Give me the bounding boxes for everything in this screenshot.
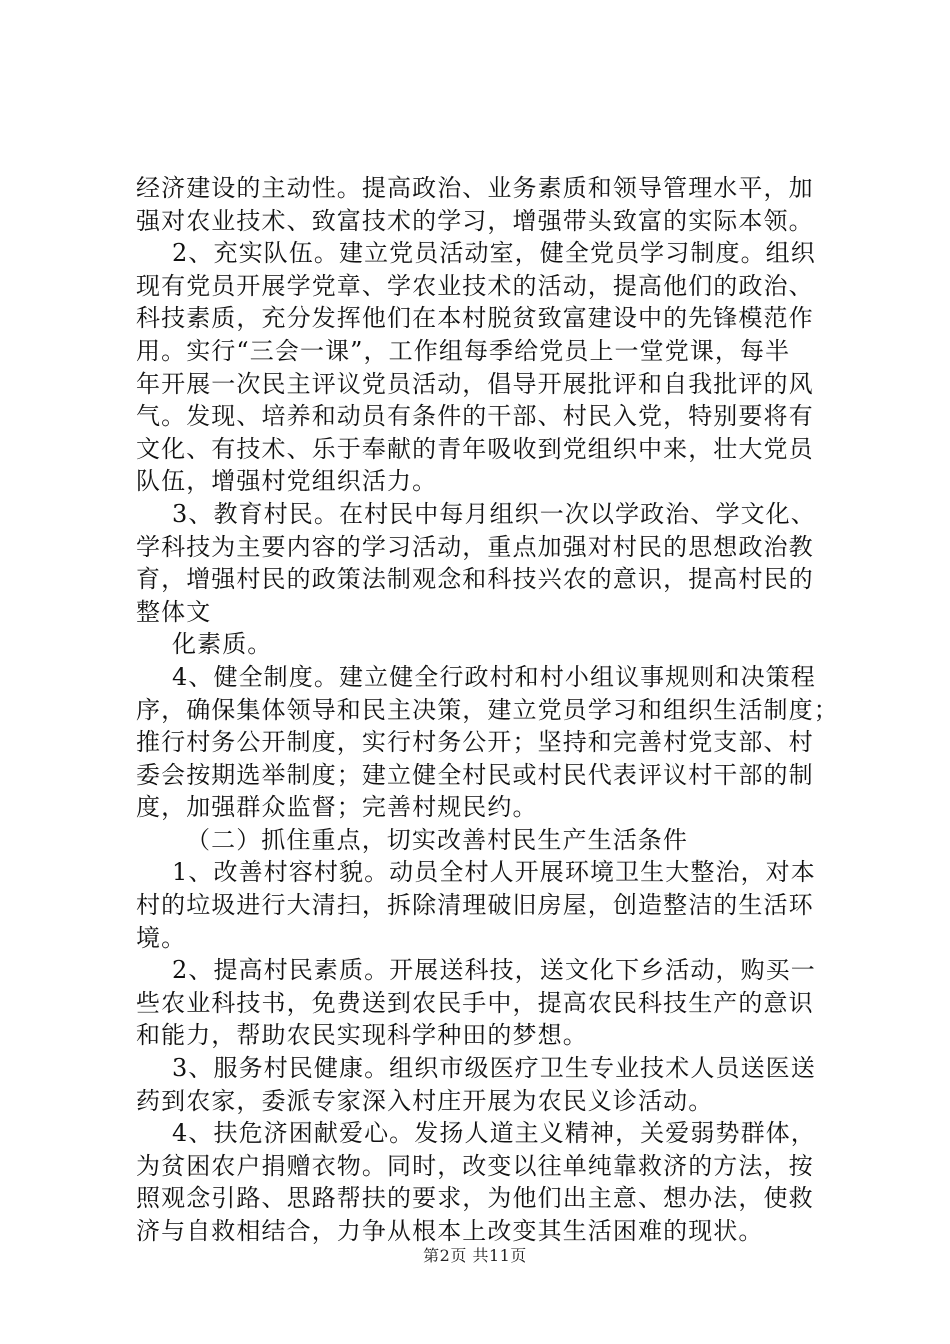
- text-line: 序，确保集体领导和民主决策，建立党员学习和组织生活制度；: [136, 695, 839, 724]
- text-line: 经济建设的主动性。提高政治、业务素质和领导管理水平，加: [136, 174, 814, 202]
- text-line: 药到农家，委派专家深入村庄开展为农民义诊活动。: [136, 1086, 714, 1115]
- text-line: 现有党员开展学党章、学农业技术的活动，提高他们的政治、: [136, 271, 814, 300]
- text-line: 整体文: [136, 597, 212, 626]
- text-line: 育，增强村民的政策法制观念和科技兴农的意识，提高村民的: [136, 565, 814, 594]
- text-line: 3、服务村民健康。组织市级医疗卫生专业技术人员送医送: [172, 1054, 816, 1083]
- text-line: 强对农业技术、致富技术的学习，增强带头致富的实际本领。: [136, 206, 814, 235]
- text-line: 气。发现、培养和动员有条件的干部、村民入党，特别要将有: [136, 402, 814, 431]
- text-line: 1、改善村容村貌。动员全村人开展环境卫生大整治，对本: [172, 858, 816, 887]
- text-line: 2、提高村民素质。开展送科技，送文化下乡活动，购买一: [172, 956, 816, 985]
- text-line: 学科技为主要内容的学习活动，重点加强对村民的思想政治教: [136, 532, 814, 561]
- text-line: 推行村务公开制度，实行村务公开；坚持和完善村党支部、村: [136, 728, 814, 757]
- text-line: 2、充实队伍。建立党员活动室，健全党员学习制度。组织: [172, 239, 816, 268]
- text-line: 照观念引路、思路帮扶的要求，为他们出主意、想办法，使救: [136, 1184, 814, 1213]
- text-line: 3、教育村民。在村民中每月组织一次以学政治、学文化、: [172, 499, 816, 528]
- text-line: 济与自救相结合，力争从根本上改变其生活困难的现状。: [136, 1217, 764, 1245]
- text-line: 为贫困农户捐赠衣物。同时，改变以往单纯靠救济的方法，按: [136, 1151, 814, 1180]
- page-number-footer: 第2页 共11页: [423, 1246, 527, 1265]
- text-line: 科技素质，充分发挥他们在本村脱贫致富建设中的先锋模范作: [136, 304, 814, 333]
- text-line: 村的垃圾进行大清扫，拆除清理破旧房屋，创造整洁的生活环: [136, 891, 814, 920]
- text-line: 些农业科技书，免费送到农民手中，提高农民科技生产的意识: [136, 988, 814, 1017]
- text-line: 4、扶危济困献爱心。发扬人道主义精神，关爱弱势群体，: [172, 1119, 816, 1148]
- text-line: 化素质。: [172, 630, 273, 659]
- text-line: 委会按期选举制度；建立健全村民或村民代表评议村干部的制: [136, 760, 814, 789]
- section-heading: （二）抓住重点，切实改善村民生产生活条件: [186, 825, 688, 854]
- text-line: 队伍，增强村党组织活力。: [136, 467, 438, 496]
- text-line: 境。: [136, 923, 187, 952]
- text-line: 和能力，帮助农民实现科学种田的梦想。: [136, 1021, 588, 1050]
- text-line: 度，加强群众监督；完善村规民约。: [136, 793, 538, 822]
- text-line: 4、健全制度。建立健全行政村和村小组议事规则和决策程: [172, 662, 816, 691]
- text-line: 用。实行“三会一课”，工作组每季给党员上一堂党课，每半: [136, 336, 791, 365]
- text-line: 文化、有技术、乐于奉献的青年吸收到党组织中来，壮大党员: [136, 434, 814, 463]
- text-line: 年开展一次民主评议党员活动，倡导开展批评和自我批评的风: [136, 369, 814, 398]
- document-body: [136, 172, 839, 1248]
